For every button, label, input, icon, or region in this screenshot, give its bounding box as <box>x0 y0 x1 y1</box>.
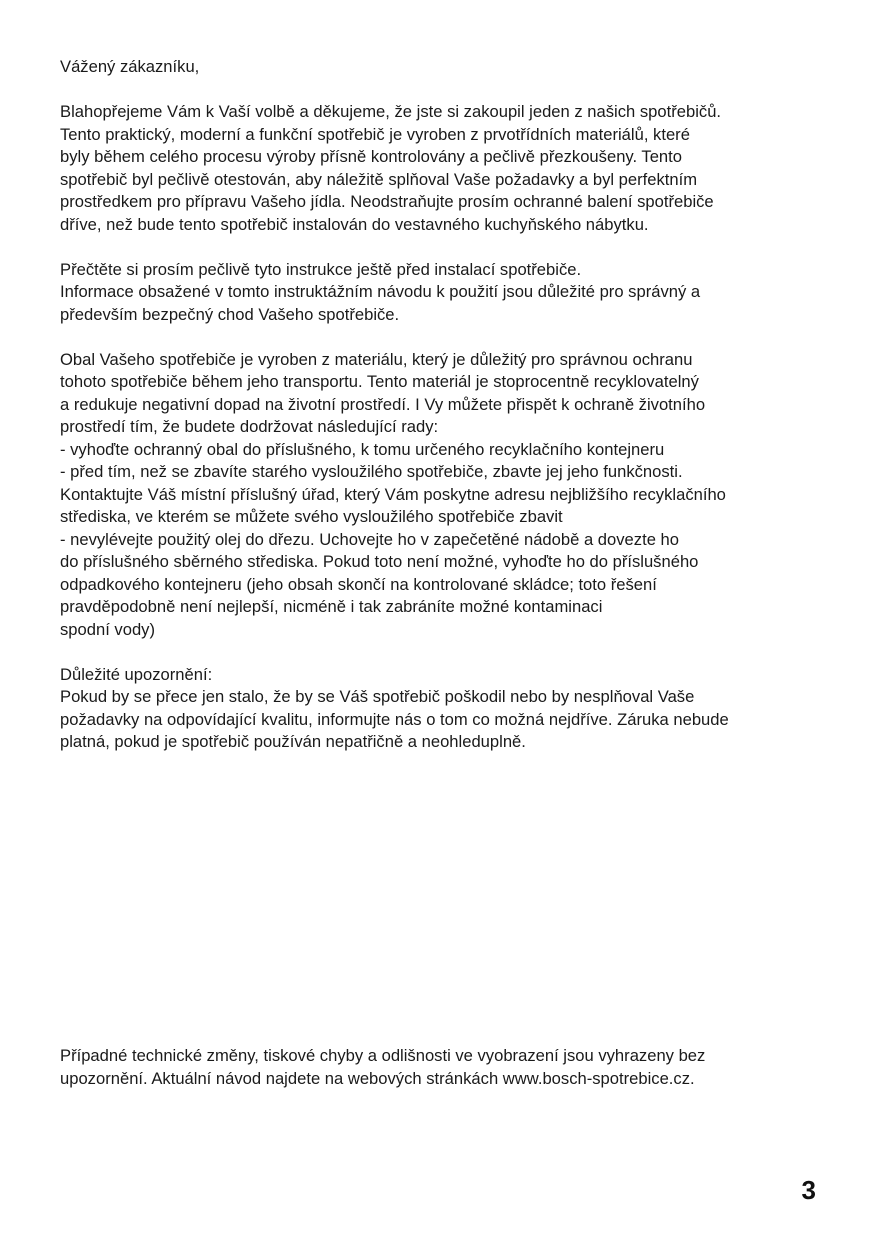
text-line: dříve, než bude tento spotřebič instalován do vestavného kuchyňského nábytku. <box>60 214 649 234</box>
text-line: Informace obsažené v tomto instruktážním návodu k použití jsou důležité pro správný a <box>60 282 701 301</box>
text-line: Obal Vašeho spotřebiče je vyroben z materiálu, který je důležitý pro správnou ochranu <box>60 349 693 369</box>
text-line: spodní vody) <box>60 619 156 639</box>
text-line: do příslušného sběrného střediska. Pokud toto není možné, vyhoďte ho do příslušného <box>60 552 699 571</box>
text-line: požadavky na odpovídající kvalitu, informujte nás o tom co možná nejdříve. Záruka nebude <box>60 709 729 729</box>
footer-note <box>60 1045 840 1090</box>
notice-heading: Důležité upozornění: <box>60 664 213 684</box>
text-line: - před tím, než se zbavíte starého vysloužilého spotřebiče, zbavte jej jeho funkčnosti. <box>60 462 683 481</box>
packaging-paragraph <box>60 349 840 642</box>
text-line: - nevylévejte použitý olej do dřezu. Uchovejte ho v zapečetěné nádobě a dovezte ho <box>60 529 679 549</box>
text-line: byly během celého procesu výroby přísně kontrolovány a pečlivě přezkoušeny. Tento <box>60 147 682 166</box>
text-line: střediska, ve kterém se můžete svého vysloužilého spotřebiče zbavit <box>60 507 563 526</box>
text-line: odpadkového kontejneru (jeho obsah skončí na kontrolované skládce; toto řešení <box>60 574 657 594</box>
important-notice-paragraph <box>60 664 840 754</box>
text-line: - vyhoďte ochranný obal do příslušného, k tomu určeného recyklačního kontejneru <box>60 439 665 459</box>
text-line: tohoto spotřebiče během jeho transportu. Tento materiál je stoprocentně recyklovatelný <box>60 372 699 391</box>
intro-paragraph <box>60 101 840 236</box>
text-line: Kontaktujte Váš místní příslušný úřad, který Vám poskytne adresu nejbližšího recyklačního <box>60 484 726 504</box>
page-number: 3 <box>801 1175 816 1205</box>
instructions-paragraph <box>60 259 840 327</box>
text-line: Tento praktický, moderní a funkční spotřebič je vyroben z prvotřídních materiálů, které <box>60 124 690 144</box>
text-line: platná, pokud je spotřebič používán nepatřičně a neohleduplně. <box>60 732 526 751</box>
text-line: spotřebič byl pečlivě otestován, aby náležitě splňoval Vaše požadavky a byl perfektním <box>60 169 698 189</box>
text-line: prostředí tím, že budete dodržovat následující rady: <box>60 417 439 436</box>
text-line: Pokud by se přece jen stalo, že by se Váš spotřebič poškodil nebo by nesplňoval Vaše <box>60 687 695 706</box>
greeting: Vážený zákazníku, <box>60 57 200 76</box>
text-line: především bezpečný chod Vašeho spotřebiče. <box>60 304 400 324</box>
text-line: pravděpodobně není nejlepší, nicméně i tak zabráníte možné kontaminaci <box>60 597 603 616</box>
letter-body <box>60 56 840 754</box>
footer-line: Případné technické změny, tiskové chyby a odlišnosti ve vyobrazení jsou vyhrazeny bez <box>60 1046 706 1065</box>
text-line: prostředkem pro přípravu Vašeho jídla. Neodstraňujte prosím ochranné balení spotřebiče <box>60 192 714 211</box>
footer-line: upozornění. Aktuální návod najdete na webových stránkách www.bosch-spotrebice.cz. <box>60 1068 695 1088</box>
text-line: a redukuje negativní dopad na životní prostředí. I Vy můžete přispět k ochraně životního <box>60 394 706 414</box>
text-line: Blahopřejeme Vám k Vaší volbě a děkujeme, že jste si zakoupil jeden z našich spotřebičů. <box>60 102 722 121</box>
text-line: Přečtěte si prosím pečlivě tyto instrukce ještě před instalací spotřebiče. <box>60 259 582 279</box>
